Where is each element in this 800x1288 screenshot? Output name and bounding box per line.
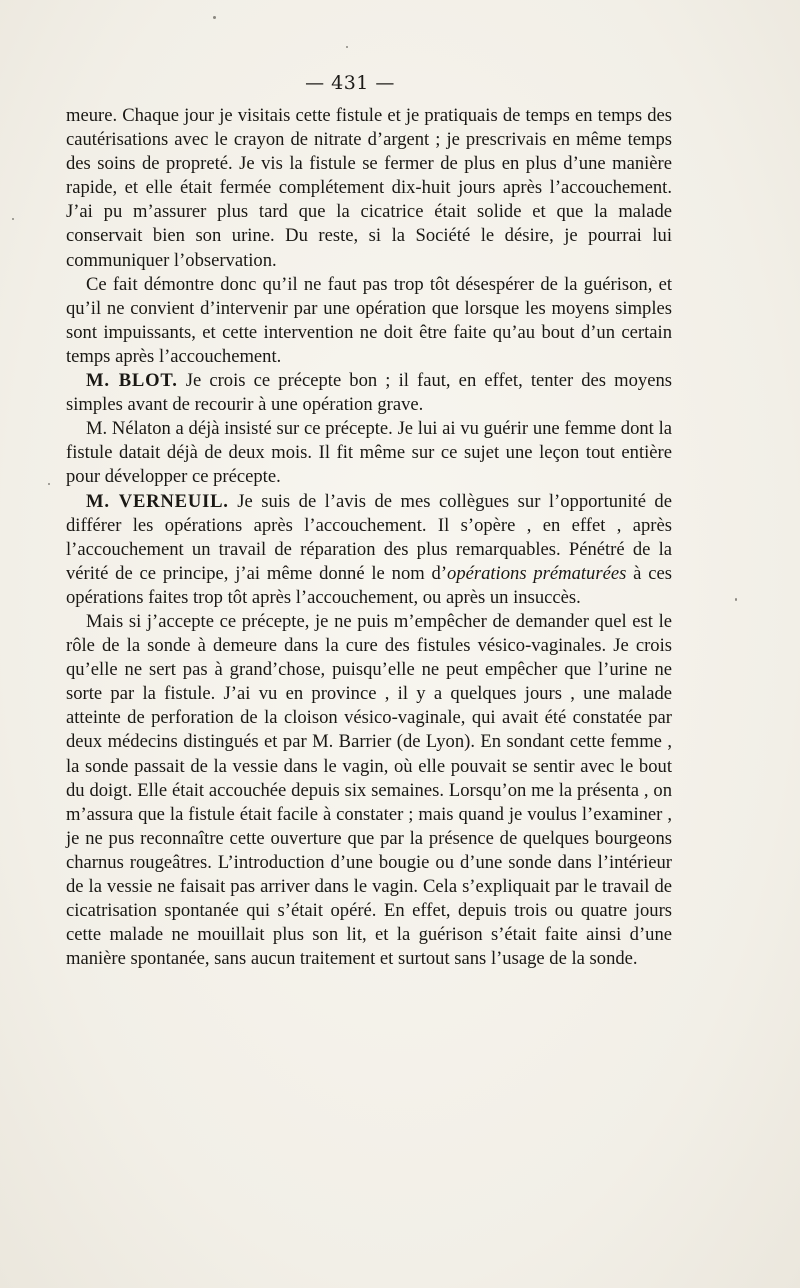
paragraph-3: [66, 369, 672, 417]
paper-speck: [213, 16, 216, 19]
paragraph-4: M. Nélaton a déjà insisté sur ce précepte. Je lui ai vu guérir une femme dont la fistule datait déjà de deux mois. Il fit même sur ce sujet une leçon tout entière pour développer ce précepte.: [66, 418, 672, 488]
paragraph-5: [66, 490, 672, 610]
speaker-name: M. VERNEUIL.: [86, 490, 229, 512]
paper-speck: [346, 46, 348, 48]
paper-speck: [48, 483, 50, 485]
paper-speck: [735, 598, 737, 601]
paragraph-6: Mais si j’accepte ce précepte, je ne puis m’empêcher de demander quel est le rôle de la sonde à demeure dans la cure des fistules vésico-vaginales. Je crois qu’elle ne sert pas à grand’chose, puisqu’elle ne peut empêcher que l’urine ne sorte par la fistule. J’ai vu en province , il y a quelques jours , une malade atteinte de perforation de la cloison vésico-vaginale, qui avait été constatée par deux médecins distingués et par M. Barrier (de Lyon). En sondant cette femme , la sonde passait de la vessie dans le vagin, où elle pouvait se sentir avec le bout du doigt. Elle était accouchée depuis six semaines. Lorsqu’on me la présenta , on m’assura que la fistule était facile à constater ; mais quand je voulus l’examiner , je ne pus reconnaître cette ouverture que par la présence de quelques bourgeons charnus rougeâtres. L’introduction d’une bougie ou d’une sonde dans l’intérieur de la vessie ne faisait pas arriver dans le vagin. Cela s’expliquait par le travail de cicatrisation spontanée qui s’était opéré. En effet, depuis trois ou quatre jours cette malade ne mouillait plus son lit, et la guérison s’était faite ainsi d’une manière spontanée, sans aucun traitement et surtout sans l’usage de la sonde.: [66, 610, 672, 970]
paragraph-3-text: Je crois ce précepte bon ; il faut, en effet, tenter des moyens simples avant de recourir à une opération grave.: [66, 370, 672, 416]
paragraph-5-text-after: à ces opérations faites trop tôt après l’accouchement, ou après un insuccès.: [66, 562, 672, 608]
italic-term: opérations prématurées: [447, 562, 627, 584]
paragraph-2: Ce fait démontre donc qu’il ne faut pas trop tôt désespérer de la guérison, et qu’il ne convient d’intervenir par une opération que lorsque les moyens simples sont impuissants, et cette intervention ne doit être faite qu’au bout d’un certain temps après l’accouchement.: [66, 273, 672, 367]
body-text: [66, 104, 672, 971]
paper-speck: [12, 218, 14, 220]
paragraph-1: meure. Chaque jour je visitais cette fistule et je pratiquais de temps en temps des cautérisations avec le crayon de nitrate d’argent ; je prescrivais en même temps des soins de propreté. Je vis la fistule se fermer de plus en plus d’une manière rapide, et elle était fermée complétement dix-huit jours après l’accouchement. J’ai pu m’assurer plus tard que la cicatrice était solide et que la malade conservait bien son urine. Du reste, si la Société le désire, je pourrai lui communiquer l’observation.: [66, 105, 672, 271]
speaker-name: M. BLOT.: [86, 370, 178, 392]
paragraph-5-text-before: Je suis de l’avis de mes collègues sur l’opportunité de différer les opérations après l’accouchement. Il s’opère , en effet , après l’accouchement un travail de réparation des plus remarquables. Pénétré de la vérité de ce principe, j’ai même donné le nom d’: [66, 490, 672, 584]
page-number: — 431 —: [305, 72, 395, 94]
